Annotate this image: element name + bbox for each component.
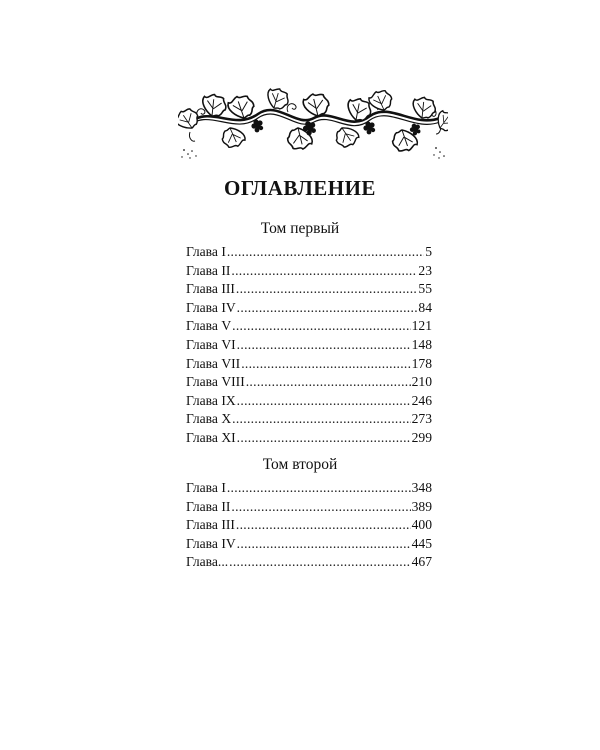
grapevine-ornament-icon (178, 88, 448, 160)
chapter-label: Глава IV (186, 535, 236, 551)
dot-leader (227, 479, 411, 498)
toc-entry (186, 299, 432, 318)
dot-leader (236, 280, 418, 299)
page-number: 273 (411, 411, 432, 427)
page-number: 121 (411, 318, 432, 334)
chapter-label: Глава IV (186, 299, 236, 315)
dot-leader (236, 516, 411, 535)
toc-entry (186, 535, 432, 554)
toc-entry (186, 262, 432, 281)
page-number: 246 (411, 392, 432, 408)
chapter-label: Глава... (186, 554, 229, 570)
dot-leader (237, 429, 411, 448)
toc-entry (186, 355, 432, 374)
chapter-label: Глава I (186, 480, 226, 495)
toc-entry (186, 280, 432, 299)
page-number: 389 (411, 498, 432, 514)
dot-leader (237, 535, 411, 554)
page-number: 148 (411, 336, 432, 352)
page-number: 400 (411, 517, 432, 533)
dot-leader (237, 299, 418, 318)
page-number: 23 (418, 262, 432, 278)
chapter-label: Глава IX (186, 392, 236, 408)
toc-entry (186, 479, 432, 498)
dot-leader (246, 373, 411, 392)
chapter-label: Глава VIII (186, 374, 245, 390)
dot-leader (237, 392, 411, 411)
dot-leader (229, 553, 410, 572)
volume-1-toc-list (186, 243, 432, 448)
toc-entry (186, 373, 432, 392)
page-number: 210 (411, 374, 432, 390)
page-number: 299 (411, 429, 432, 445)
page-number: 445 (411, 535, 432, 551)
chapter-label: Глава X (186, 411, 232, 427)
page-number: 55 (418, 281, 432, 297)
page-title: ОГЛАВЛЕНИЕ (224, 176, 376, 200)
chapter-label: Глава VII (186, 355, 241, 371)
dot-leader (231, 498, 410, 517)
volume-2-heading: Том второй (262, 456, 338, 473)
chapter-label: Глава XI (186, 429, 236, 445)
page-number: 348 (411, 480, 432, 495)
toc-entry (186, 516, 432, 535)
chapter-label: Глава III (186, 517, 235, 533)
toc-entry (186, 410, 432, 429)
toc-entry (186, 553, 432, 572)
dot-leader (241, 355, 410, 374)
page-number: 84 (418, 299, 432, 315)
page-number: 5 (425, 244, 432, 259)
chapter-label: Глава III (186, 281, 235, 297)
dot-leader (237, 336, 411, 355)
toc-entry (186, 243, 432, 262)
page-number: 467 (411, 554, 432, 570)
toc-entry (186, 498, 432, 517)
toc-entry (186, 336, 432, 355)
toc-entry (186, 392, 432, 411)
page-number: 178 (411, 355, 432, 371)
dot-leader (231, 262, 417, 281)
volume-2-toc-list (186, 479, 432, 572)
volume-1-heading: Том первый (260, 220, 340, 237)
chapter-label: Глава II (186, 262, 231, 278)
dot-leader (232, 410, 410, 429)
dot-leader (232, 317, 410, 336)
chapter-label: Глава II (186, 498, 231, 514)
chapter-label: Глава VI (186, 336, 236, 352)
dot-leader (227, 243, 424, 262)
chapter-label: Глава V (186, 318, 232, 334)
chapter-label: Глава I (186, 244, 226, 259)
toc-entry (186, 429, 432, 448)
toc-entry (186, 317, 432, 336)
